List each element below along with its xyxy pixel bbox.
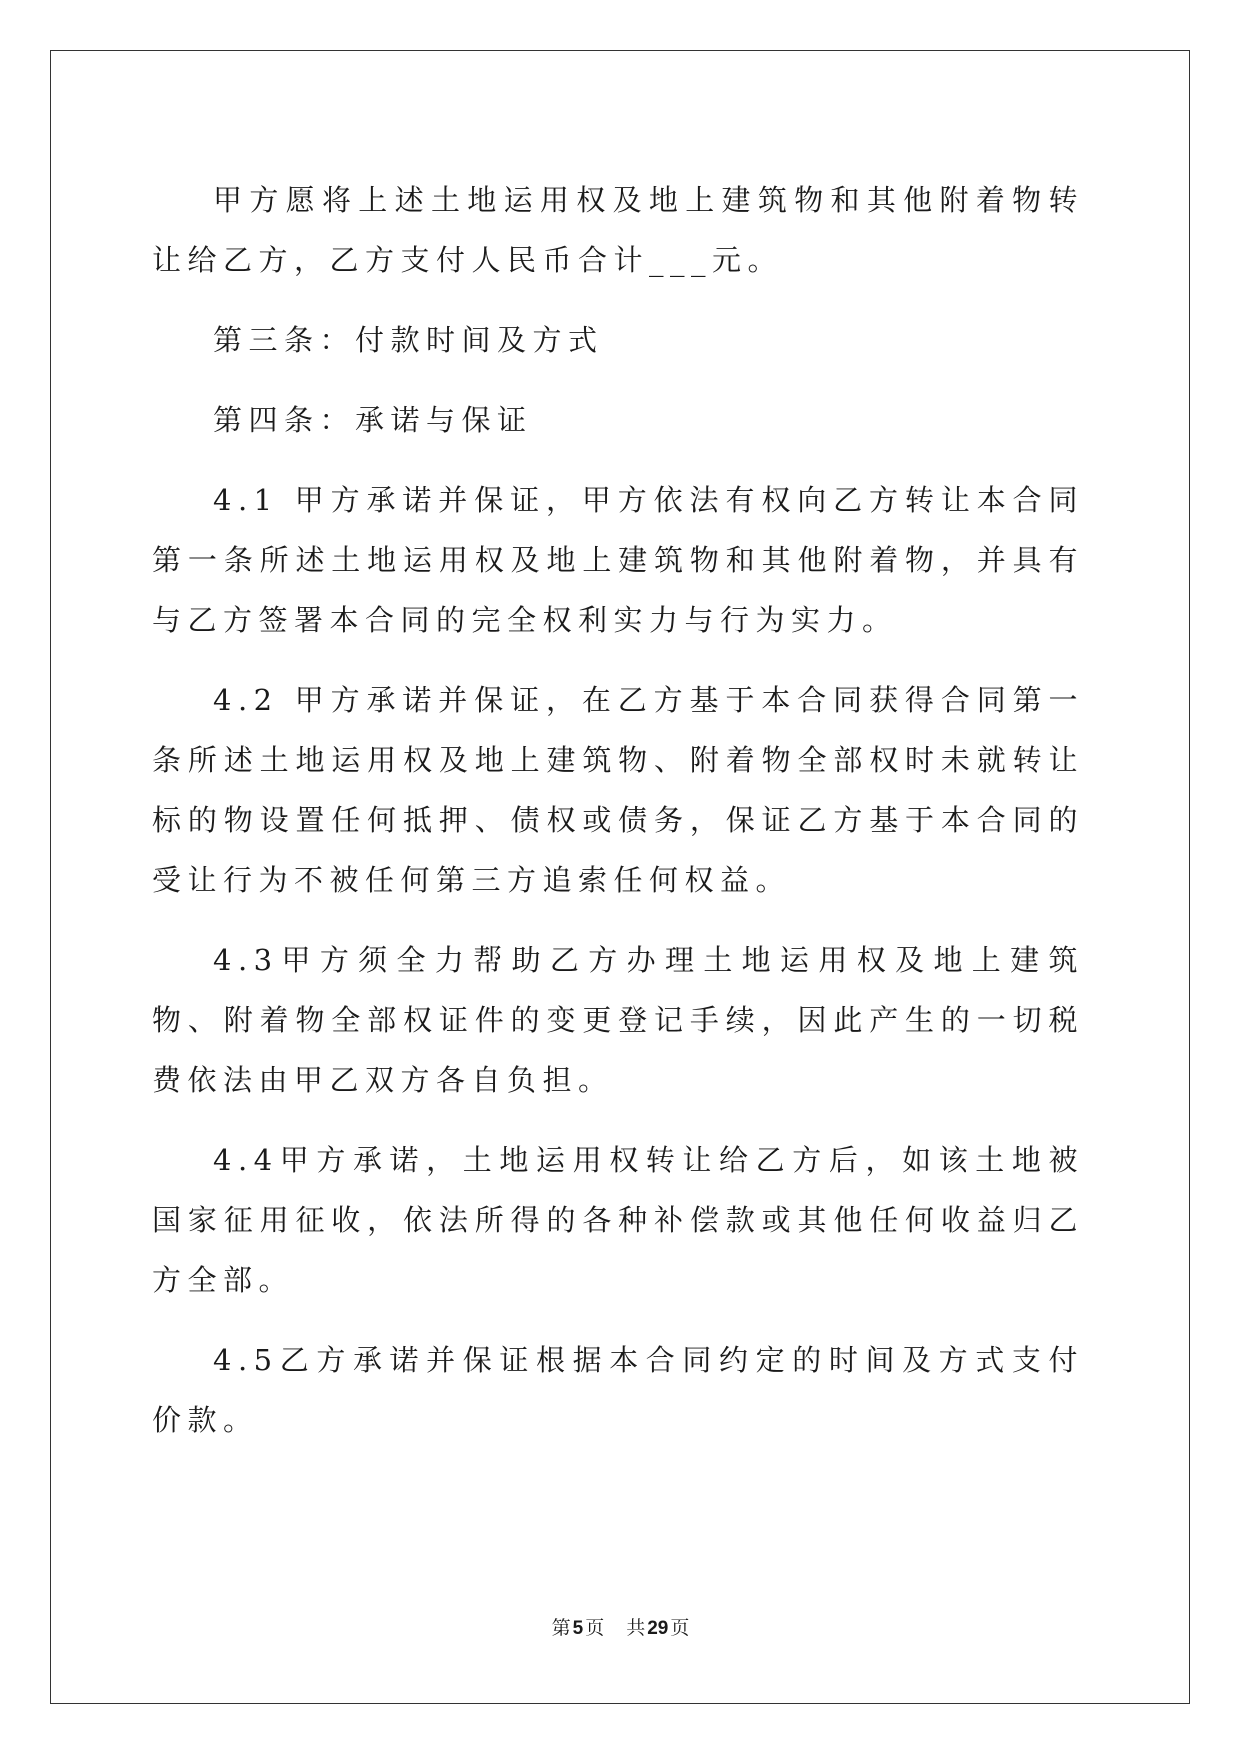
heading-article-4: 第四条：承诺与保证 [213, 403, 533, 437]
total-pages: 29 [647, 1618, 669, 1639]
heading-article-3: 第三条：付款时间及方式 [213, 323, 604, 357]
page-number: 5 [572, 1618, 584, 1639]
page-prefix: 第 [551, 1617, 571, 1639]
clause-4-4: 4.4甲方承诺，土地运用权转让给乙方后，如该土地被国家征用征收，依法所得的各种补偿款或其他任何收益归乙方全部。 [152, 1143, 1084, 1297]
total-prefix: 共 [626, 1617, 646, 1639]
clause-4-2: 4.2 甲方承诺并保证，在乙方基于本合同获得合同第一条所述土地运用权及地上建筑物、附着物全部权时未就转让标的物设置任何抵押、债权或债务，保证乙方基于本合同的受让行为不被任何第三方追索任何权益。 [152, 683, 1084, 897]
page-footer [0, 1613, 1241, 1640]
clause-4-5: 4.5乙方承诺并保证根据本合同约定的时间及方式支付价款。 [152, 1343, 1084, 1437]
paragraph-transfer-price: 甲方愿将上述土地运用权及地上建筑物和其他附着物转让给乙方，乙方支付人民币合计___元。 [152, 183, 1084, 277]
total-suffix: 页 [670, 1617, 690, 1639]
clause-4-1: 4.1 甲方承诺并保证，甲方依法有权向乙方转让本合同第一条所述土地运用权及地上建筑物和其他附着物，并具有与乙方签署本合同的完全权利实力与行为实力。 [152, 483, 1084, 637]
page-suffix: 页 [585, 1617, 605, 1639]
clause-4-3: 4.3甲方须全力帮助乙方办理土地运用权及地上建筑物、附着物全部权证件的变更登记手续，因此产生的一切税费依法由甲乙双方各自负担。 [152, 943, 1084, 1097]
document-body [152, 170, 1084, 1470]
